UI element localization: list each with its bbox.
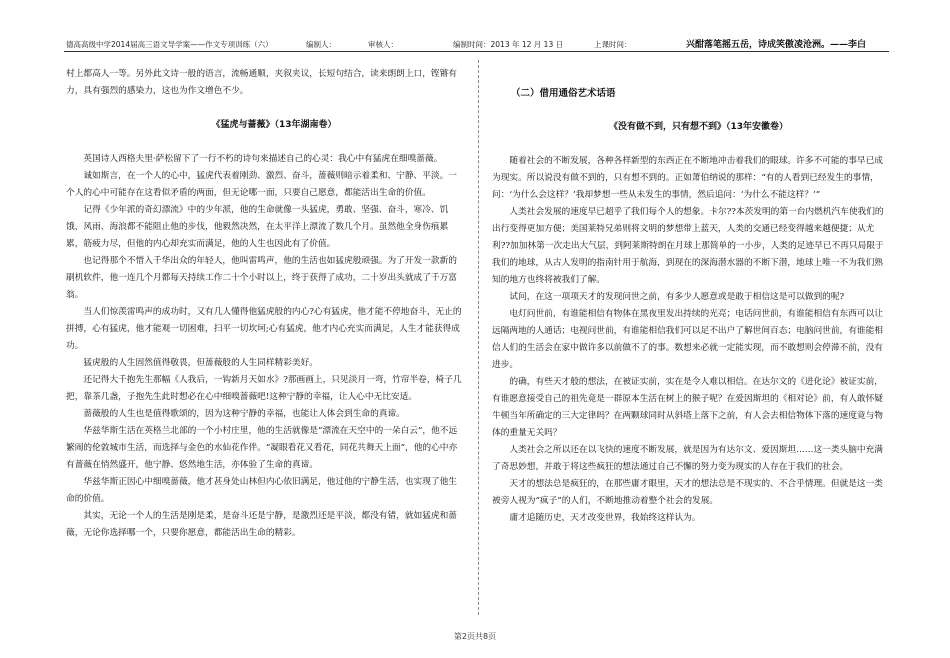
paragraph: 人类社会之所以还在以飞快的速度不断发展，就是因为有达尔文、爱因斯坦……这一类头脑中充满了奇思妙想，并敢于将这些疯狂的想法通过自己不懈的努力变为现实的人存在于我们的社会。 xyxy=(492,445,883,472)
paragraph: 当人们惊羡雷鸣声的成功时，又有几人懂得他猛虎般的内心?心有猛虎，他才能不停地奋斗，无止的拼搏，心有猛虎，他才能观一切困难，扫平一切坎坷;心有猛虎，他才内心充实而满足，人生才能获得成功。 xyxy=(66,307,462,351)
paragraph: 天才的想法总是疯狂的，在那些庸才眼里，天才的想法总是不现实的、不合乎情理。但就是这一类被旁人视为“疯子”的人们，不断地推动着整个社会的发展。 xyxy=(492,479,883,506)
essay-title: 《猛虎与蔷薇》（13年湖南卷） xyxy=(211,120,337,130)
reviewer-label: 审核人： xyxy=(368,40,398,49)
header-rule xyxy=(64,51,889,52)
class-time-label: 上课时间： xyxy=(594,40,632,49)
paragraph: 也记得那个不惜入千华出众的年轻人，他叫雷鸣声，他的生活也如猛虎般顽强。为了开发一款新的刷机软件，他一连几个月都每天持续工作二十个小时以上，终于获得了成功，二十岁出头就成了千万富翁。 xyxy=(66,256,457,300)
paragraph: 华兹华斯正因心中细嗅蔷薇，他才甚身处山林但内心依旧满足，他过他的宁静生活，也实现了他生命的价值。 xyxy=(66,477,457,504)
column-divider xyxy=(478,60,479,615)
paragraph: 其实，无论一个人的生活是刚是柔，是奋斗还是宁静，是激烈还是平淡，都没有错，就如猛虎和蔷薇，无论你选择哪一个，只要你愿意，都能活出生命的精彩。 xyxy=(66,511,457,538)
paragraph: 试问，在这一项项天才的发现问世之前，有多少人愿意或是敢于相信这是可以做到的呢? xyxy=(509,292,845,302)
school-title: 德高高级中学2014届高三语文导学案——作文专项训练（六） xyxy=(66,40,273,49)
paragraph: 记得《少年派的奇幻漂流》中的少年派，他的生命就像一头猛虎，勇敢、坚强、奋斗，寒冷、饥饿，风雨、海浪都不能阻止他的步伐，他毅然决然，在太平洋上漂流了数几个月。虽然他全身伤痕累累，筋疲力尽，但他的内心却充实而满足，他的人生也因此有了价值。 xyxy=(66,205,449,249)
paragraph: 英国诗人西格夫里·萨松留下了一行不朽的诗句来描述自己的心灵：我心中有猛虎在细嗅蔷薇。 xyxy=(83,154,443,164)
editor-label: 编制人： xyxy=(306,40,336,49)
paragraph: 随着社会的不断发展，各种各样新型的东西正在不断地冲击着我们的眼球。许多不可能的事早已成为现实。所以说没有做不到的，只有想不到的。正如萧伯纳说的那样：“有的人看到已经发生的事情，问：‘为什么会这样？’我却梦想一些从未发生的事情，然后追问：‘为什么不能这样？’” xyxy=(492,156,883,200)
paragraph: 蔷薇般的人生也是值得歌颂的，因为这种宁静的幸福，也能让人体会到生命的真谛。 xyxy=(83,409,405,419)
paragraph: 的确，有些天才般的想法，在被证实前，实在是令人难以相信。在达尔文的《进化论》被证实前，有谁愿意接受自己的祖先竟是一群原本生活在树上的猴子呢？在爱因斯坦的《相对论》前，有人敢怀疑牛顿当年所确定的三大定律吗？在两颗球同时从斜塔上落下之前，有人会去相信物体下落的速度竟与物体的重量无关吗？ xyxy=(492,377,883,438)
date-label: 编制时间：2013 年 12 月 13 日 xyxy=(453,40,564,49)
left-column xyxy=(66,66,464,542)
paragraph: 庸才追随历史，天才改变世界，我始终这样认为。 xyxy=(509,513,701,523)
paragraph: 诚如斯言，在一个人的心中，猛虎代表着刚劲、激烈、奋斗，蔷薇则暗示着柔和、宁静、平淡。一个人的心中可能存在这看似矛盾的两面，但无论哪一面，只要自己愿意，都能活出生命的价值。 xyxy=(66,171,457,198)
page-number: 第2页共8页 xyxy=(453,632,497,641)
paragraph: 猛虎般的人生固然值得敬畏，但蔷薇般的人生同样精彩美好。 xyxy=(83,358,318,368)
paragraph: 电灯问世前，有谁能相信有物体在黑夜里发出持续的光亮；电话问世前，有谁能相信有东西可以让远隔两地的人通话；电视问世前，有谁能相信我们可以足不出户了解世间百态；电脑问世前，有谁能相信人们的生活会在家中做许多以前做不了的事。数想来必就一定能实现，而不敢想则会停滞不前，没有进步。 xyxy=(492,309,883,370)
paragraph: 还记得大千抱先生那幅《人我后，一钩新月天如水》?那画画上，只见淡月一弯，竹帘半卷，椅子几把，靠茶几盏，子抱先生此时想必在心中细嗅蔷薇吧!这种宁静的幸福，让人心中无比安适。 xyxy=(66,375,462,402)
right-column xyxy=(492,85,887,527)
intro-paragraph: 村上都高人一等。另外此文诗一般的语言，流畅通顺，夹叙夹议，长短句结合，读来朗朗上口，铿锵有力，具有强烈的感染力，这也为作文增色不少。 xyxy=(66,69,457,96)
paragraph: 人类社会发展的速度早已超乎了我们每个人的想象。卡尔??本茨发明的第一台内燃机汽车使我们的出行变得更加方便；美国莱特兄弟则将文明的梦想带上蓝天，人类的交通已经变得越来越便捷；从尤利??加加林第一次走出大气层，到阿莱斯特朗在月球上那简单的一小步，人类的足迹早已不再只局限于我们的地球，从古人发明的指南针用于航海，到现在的深海潜水器的不断下潜，地球上唯一不为我们熟知的地方也终将被我们了解。 xyxy=(492,207,884,285)
section-heading: （二）借用通俗艺术话语 xyxy=(511,88,616,99)
motto: 兴酣落笔摇五岳，诗成笑傲凌沧洲。——李白 xyxy=(686,40,867,50)
essay-title: 《没有做不到，只有想不到》（13年安徽卷） xyxy=(608,122,789,132)
paragraph: 华兹华斯生活在英格兰北部的一个小村庄里，他的生活就像是“漂流在天空中的一朵白云”，他不远繁闹的伦敦城市生活，而选择与金色的水仙花作伴。“凝眼看花又看花，同花共舞天上面”，他的心中亦有蔷薇在悄然盛开，他宁静、悠然地生活，亦体验了生命的真谛。 xyxy=(66,426,458,470)
